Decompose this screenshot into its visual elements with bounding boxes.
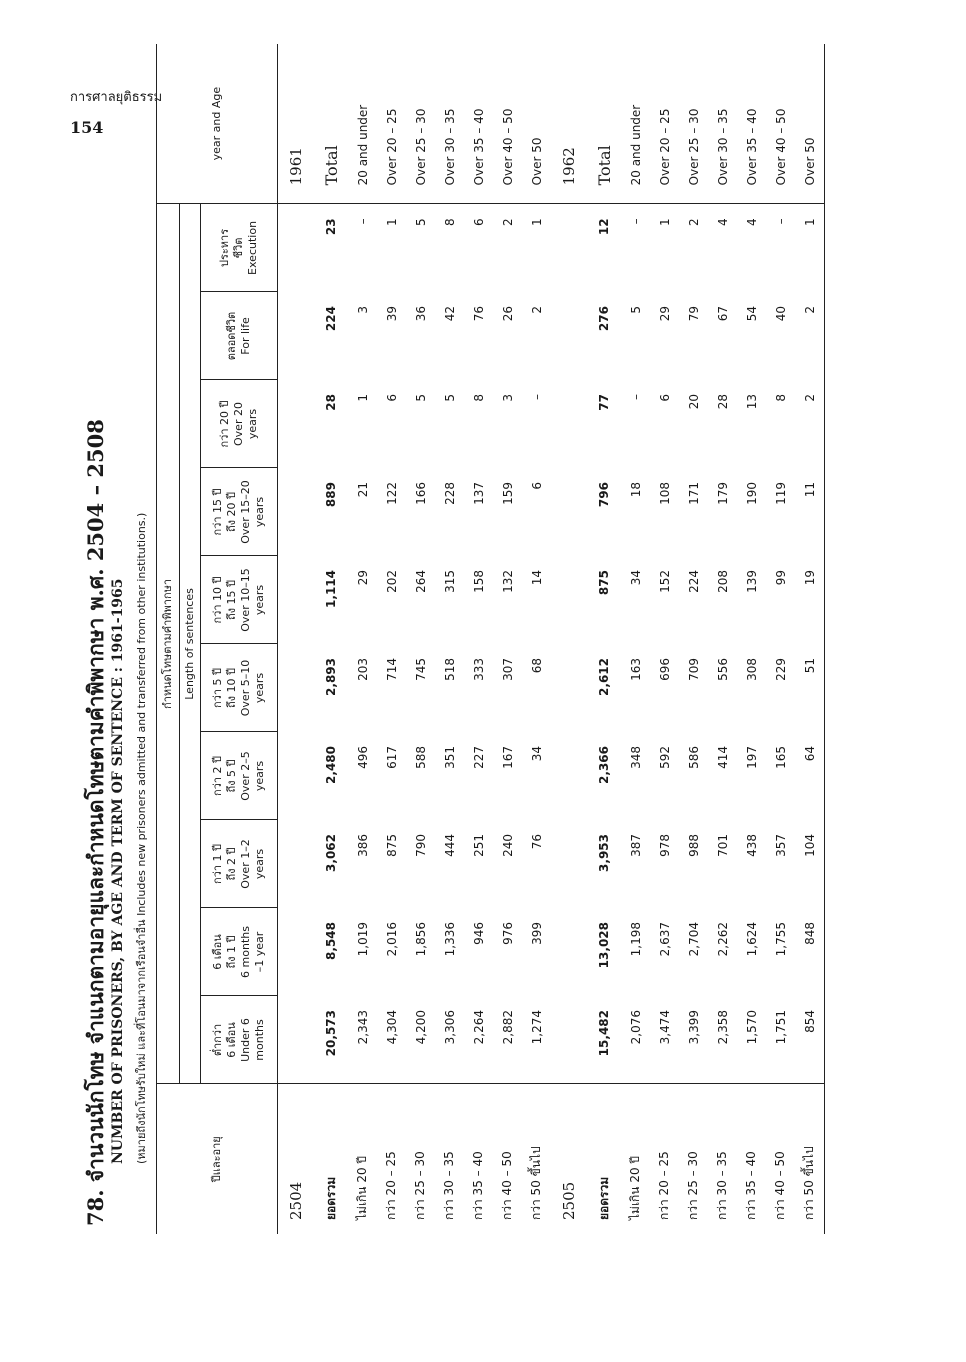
table-cell: 387: [628, 834, 643, 857]
table-cell: 40: [773, 306, 788, 322]
table-row: [795, 44, 825, 1234]
empty-cell: [551, 292, 587, 380]
total-row: [587, 44, 621, 1234]
table-cell: 2: [795, 292, 825, 380]
table-cell: 1,624: [744, 922, 759, 957]
table-cell: 11: [795, 468, 825, 556]
table-cell: –: [628, 394, 643, 400]
table-cell: 2,893: [324, 658, 338, 696]
table-cell: 79: [686, 306, 701, 322]
column-header-thai1: ประหาร: [218, 228, 231, 268]
table-cell: 518: [442, 658, 457, 681]
table-cell: 251: [471, 834, 486, 857]
table-cell: 745: [413, 658, 428, 681]
table-cell: 18: [628, 482, 643, 498]
total-row: [314, 44, 348, 1234]
table-cell: 2,076: [628, 1010, 643, 1045]
column-header-en2: months: [253, 1019, 266, 1061]
table-cell: 158: [471, 570, 486, 593]
table-cell: 3: [355, 306, 370, 314]
row-label-thai: กว่า 50 ขึ้นไป: [795, 1084, 825, 1234]
table-cell: 224: [324, 306, 338, 332]
table-cell: 1: [795, 204, 825, 292]
table-cell: 414: [715, 746, 730, 769]
table-cell: 348: [628, 746, 643, 769]
table-row: [650, 44, 679, 1234]
table-cell: 2,262: [715, 922, 730, 957]
column-header: [201, 380, 278, 468]
table-cell: 104: [795, 820, 825, 908]
table-cell: 2,343: [355, 1010, 370, 1045]
note-en: Includes new prisoners admitted and transferred from other institutions.): [135, 512, 148, 916]
year-label-en: 1962: [551, 44, 587, 204]
table-row: [522, 44, 551, 1234]
table-cell: 119: [773, 482, 788, 505]
table-cell: 2: [686, 218, 701, 227]
table-cell: 68: [529, 658, 544, 674]
column-header-en2: years: [253, 848, 266, 880]
empty-cell: [551, 996, 587, 1084]
empty-cell: [551, 468, 587, 556]
column-header-thai1: กว่า 10 ปี: [211, 576, 224, 624]
empty-cell: [551, 556, 587, 644]
table-cell: 39: [384, 306, 399, 322]
table-cell: –: [529, 394, 544, 400]
row-label-thai: กว่า 25 – 30: [406, 1084, 435, 1234]
column-header-row: [201, 44, 278, 1234]
column-header-thai1: กว่า 20 ปี: [218, 400, 231, 448]
row-label-en: Total: [587, 44, 621, 204]
table-cell: 224: [686, 570, 701, 593]
table-cell: 4: [744, 218, 759, 227]
row-label-thai: กว่า 50 ขึ้นไป: [522, 1084, 551, 1234]
right-header: year and Age: [157, 44, 278, 204]
row-label-thai: กว่า 35 – 40: [737, 1084, 766, 1234]
column-header-thai1: 6 เดือน: [211, 934, 224, 970]
table-cell: 15,482: [597, 1010, 611, 1057]
table-cell: 64: [795, 732, 825, 820]
empty-cell: [551, 820, 587, 908]
row-label-thai: ไม่เกิน 20 ปี: [621, 1084, 650, 1234]
table-cell: 3,306: [442, 1010, 457, 1045]
table-cell: 8: [442, 218, 457, 227]
row-label-en: Over 20 – 25: [650, 44, 679, 204]
table-cell: 2: [500, 218, 515, 227]
table-cell: 315: [442, 570, 457, 593]
table-cell: 1,198: [628, 922, 643, 957]
table-row: [708, 44, 737, 1234]
table-cell: 76: [471, 306, 486, 322]
running-head: การศาลยุติธรรม: [70, 90, 163, 105]
table-cell: 163: [628, 658, 643, 681]
column-header: [201, 556, 278, 644]
table-cell: 696: [657, 658, 672, 681]
empty-cell: [551, 644, 587, 732]
table-row: [406, 44, 435, 1234]
empty-cell: [278, 556, 315, 644]
table-cell: 5: [413, 218, 428, 227]
column-header: [201, 644, 278, 732]
table-cell: 2: [529, 306, 544, 314]
note-thai: (หมายถึงนักโทษรับใหม่ และที่โอนมาจากเรือนจำอื่น: [135, 919, 148, 1164]
table-cell: 264: [413, 570, 428, 593]
table-cell: 3,062: [324, 834, 338, 872]
row-label-thai: กว่า 30 – 35: [435, 1084, 464, 1234]
table-cell: 99: [773, 570, 788, 586]
empty-cell: [278, 468, 315, 556]
row-label-en: Over 40 – 50: [766, 44, 795, 204]
column-header: [201, 292, 278, 380]
table-cell: 1: [529, 218, 544, 227]
table-cell: 8,548: [324, 922, 338, 960]
column-header: [201, 468, 278, 556]
table-cell: 166: [413, 482, 428, 505]
column-header-thai1: กว่า 1 ปี: [211, 844, 224, 884]
table-cell: 179: [715, 482, 730, 505]
column-header-thai2: 6 เดือน: [225, 1022, 238, 1058]
table-cell: 77: [597, 394, 611, 411]
table-cell: 399: [529, 922, 544, 945]
table-cell: 76: [529, 834, 544, 850]
row-label-thai: กว่า 40 – 50: [493, 1084, 522, 1234]
column-header-thai2: ชีวิต: [232, 237, 245, 259]
table-cell: 197: [744, 746, 759, 769]
column-header-en2: years: [253, 496, 266, 528]
table-cell: 203: [355, 658, 370, 681]
table-cell: 208: [715, 570, 730, 593]
table-cell: 14: [529, 570, 544, 586]
table-cell: 132: [500, 570, 515, 593]
prisoners-table: [156, 44, 825, 1234]
table-cell: 333: [471, 658, 486, 681]
table-cell: 2,264: [471, 1010, 486, 1045]
table-cell: 351: [442, 746, 457, 769]
table-cell: 976: [500, 922, 515, 945]
column-header-en1: Over 20: [232, 402, 245, 446]
group-header-en: Length of sentences: [180, 204, 201, 1084]
table-cell: 5: [413, 394, 428, 402]
table-cell: 1,856: [413, 922, 428, 957]
table-row: [464, 44, 493, 1234]
row-label-en: Over 35 – 40: [464, 44, 493, 204]
column-header-en1: Over 10–15: [239, 568, 252, 632]
table-cell: 308: [744, 658, 759, 681]
table-cell: 2,366: [597, 746, 611, 784]
empty-cell: [551, 204, 587, 292]
column-header-en2: –1 year: [253, 931, 266, 973]
row-label-thai: กว่า 30 – 35: [708, 1084, 737, 1234]
column-header-en2: years: [253, 672, 266, 704]
table-cell: 617: [384, 746, 399, 769]
group-header-thai: กำหนดโทษตามคำพิพากษา: [157, 204, 180, 1084]
table-cell: 13: [744, 394, 759, 410]
table-cell: 51: [795, 644, 825, 732]
table-cell: 28: [324, 394, 338, 411]
column-header-en1: For life: [239, 317, 252, 355]
column-header-en1: Over 1–2: [239, 839, 252, 889]
column-header-en1: Over 15–20: [239, 480, 252, 544]
table-cell: 386: [355, 834, 370, 857]
rotated-table-block: [80, 46, 870, 1234]
row-label-thai: กว่า 40 – 50: [766, 1084, 795, 1234]
row-label-en: 20 and under: [348, 44, 377, 204]
table-cell: 3: [500, 394, 515, 402]
table-note: [132, 513, 150, 1164]
table-cell: 23: [324, 218, 338, 236]
table-cell: 122: [384, 482, 399, 505]
table-cell: 2,882: [500, 1010, 515, 1045]
empty-cell: [278, 380, 315, 468]
table-cell: 12: [597, 218, 611, 236]
table-row: [737, 44, 766, 1234]
table-row: [766, 44, 795, 1234]
table-cell: 946: [471, 922, 486, 945]
row-label-en: Over 25 – 30: [679, 44, 708, 204]
table-cell: 165: [773, 746, 788, 769]
table-cell: 54: [744, 306, 759, 322]
table-cell: 36: [413, 306, 428, 322]
table-row: [493, 44, 522, 1234]
empty-cell: [278, 820, 315, 908]
empty-cell: [278, 908, 315, 996]
table-cell: 202: [384, 570, 399, 593]
table-cell: 592: [657, 746, 672, 769]
column-header-en2: years: [253, 584, 266, 616]
table-cell: 20: [686, 394, 701, 410]
column-header-thai2: ถึง 15 ปี: [225, 580, 238, 621]
table-cell: 67: [715, 306, 730, 322]
empty-cell: [551, 380, 587, 468]
table-cell: 6: [384, 394, 399, 402]
table-cell: 556: [715, 658, 730, 681]
table-cell: 438: [744, 834, 759, 857]
row-label-en: Over 50: [795, 44, 825, 204]
table-row: [377, 44, 406, 1234]
table-cell: 8: [773, 394, 788, 402]
table-cell: 586: [686, 746, 701, 769]
table-cell: 3,399: [686, 1010, 701, 1045]
table-body: [278, 44, 825, 1234]
table-cell: 978: [657, 834, 672, 857]
column-header-en1: Over 2–5: [239, 751, 252, 801]
table-header: [157, 44, 278, 1234]
row-label-thai: กว่า 20 – 25: [650, 1084, 679, 1234]
table-cell: 21: [355, 482, 370, 498]
empty-cell: [278, 204, 315, 292]
column-header: [201, 732, 278, 820]
table-row: [679, 44, 708, 1234]
table-cell: 1,019: [355, 922, 370, 957]
table-cell: 26: [500, 306, 515, 322]
table-cell: 444: [442, 834, 457, 857]
table-cell: 42: [442, 306, 457, 322]
column-header-en1: Over 5–10: [239, 659, 252, 717]
row-label-en: Over 20 – 25: [377, 44, 406, 204]
table-cell: 190: [744, 482, 759, 505]
table-cell: 228: [442, 482, 457, 505]
table-cell: 5: [628, 306, 643, 314]
column-header: [201, 908, 278, 996]
table-cell: 5: [442, 394, 457, 402]
table-title: 78. จำนวนนักโทษ จำแนกตามอายุและกำหนดโทษตามคำพิพากษา พ.ศ. 2504 – 2508: [83, 419, 108, 1226]
row-label-en: 20 and under: [621, 44, 650, 204]
table-cell: 1,114: [324, 570, 338, 608]
table-cell: 29: [657, 306, 672, 322]
page-number: 154: [70, 118, 104, 137]
left-header: ปีและอายุ: [157, 1084, 278, 1234]
table-cell: 227: [471, 746, 486, 769]
table-cell: 988: [686, 834, 701, 857]
table-cell: 3,474: [657, 1010, 672, 1045]
table-cell: 8: [471, 394, 486, 402]
table-cell: 848: [795, 908, 825, 996]
column-header-thai1: กว่า 2 ปี: [211, 756, 224, 796]
column-header-en2: years: [246, 408, 259, 440]
column-header-thai1: ต่ำกว่า: [211, 1023, 224, 1057]
table-cell: 2,358: [715, 1010, 730, 1045]
empty-cell: [278, 996, 315, 1084]
table-cell: 1,751: [773, 1010, 788, 1045]
row-label-thai: กว่า 35 – 40: [464, 1084, 493, 1234]
table-cell: 875: [384, 834, 399, 857]
table-cell: 875: [597, 570, 611, 596]
row-label-thai: ไม่เกิน 20 ปี: [348, 1084, 377, 1234]
table-cell: 889: [324, 482, 338, 508]
row-label-en: Over 50: [522, 44, 551, 204]
table-cell: 34: [628, 570, 643, 586]
table-cell: 1,755: [773, 922, 788, 957]
table-cell: 1,570: [744, 1010, 759, 1045]
empty-cell: [551, 908, 587, 996]
empty-cell: [278, 292, 315, 380]
table-cell: 137: [471, 482, 486, 505]
table-cell: 4: [715, 218, 730, 227]
column-header-thai1: ตลอดชีวิต: [225, 311, 238, 361]
table-cell: 167: [500, 746, 515, 769]
column-header: [201, 820, 278, 908]
column-header-thai2: ถึง 2 ปี: [225, 847, 238, 881]
column-header-en1: Execution: [246, 220, 259, 275]
row-label-thai: กว่า 20 – 25: [377, 1084, 406, 1234]
table-cell: 709: [686, 658, 701, 681]
empty-cell: [551, 732, 587, 820]
row-label-en: Over 30 – 35: [435, 44, 464, 204]
table-cell: 240: [500, 834, 515, 857]
table-cell: 1: [384, 218, 399, 227]
column-header-thai2: ถึง 20 ปี: [225, 492, 238, 533]
row-label-thai: กว่า 25 – 30: [679, 1084, 708, 1234]
row-label-en: Over 30 – 35: [708, 44, 737, 204]
table-cell: 714: [384, 658, 399, 681]
table-cell: –: [773, 218, 788, 225]
table-cell: 854: [795, 996, 825, 1084]
table-cell: 496: [355, 746, 370, 769]
year-row: [278, 44, 315, 1234]
table-cell: 2,637: [657, 922, 672, 957]
table-cell: 34: [529, 746, 544, 762]
table-cell: 29: [355, 570, 370, 586]
table-cell: 139: [744, 570, 759, 593]
table-cell: 790: [413, 834, 428, 857]
column-header-en2: years: [253, 760, 266, 792]
table-cell: 20,573: [324, 1010, 338, 1057]
table-subtitle: NUMBER OF PRISONERS, BY AGE AND TERM OF SENTENCE : 1961-1965: [110, 578, 126, 1164]
table-row: [435, 44, 464, 1234]
table-cell: 13,028: [597, 922, 611, 969]
table-cell: 19: [795, 556, 825, 644]
table-cell: 1: [657, 218, 672, 227]
table-cell: –: [355, 218, 370, 225]
table-cell: 6: [471, 218, 486, 227]
table-cell: –: [628, 218, 643, 225]
table-cell: 2,612: [597, 658, 611, 696]
year-label-thai: 2505: [551, 1084, 587, 1234]
table-cell: 171: [686, 482, 701, 505]
table-cell: 108: [657, 482, 672, 505]
row-label-en: Total: [314, 44, 348, 204]
year-label-en: 1961: [278, 44, 315, 204]
table-cell: 1,336: [442, 922, 457, 957]
table-cell: 152: [657, 570, 672, 593]
column-header-en1: 6 months: [239, 926, 252, 978]
table-cell: 588: [413, 746, 428, 769]
row-label-en: Over 25 – 30: [406, 44, 435, 204]
table-cell: 6: [529, 482, 544, 490]
table-cell: 796: [597, 482, 611, 508]
table-cell: 6: [657, 394, 672, 402]
column-header-thai2: ถึง 1 ปี: [225, 935, 238, 969]
table-cell: 701: [715, 834, 730, 857]
column-header-thai2: ถึง 10 ปี: [225, 668, 238, 709]
table-cell: 1: [355, 394, 370, 402]
table-cell: 4,200: [413, 1010, 428, 1045]
table-cell: 3,953: [597, 834, 611, 872]
table-row: [348, 44, 377, 1234]
table-cell: 2,480: [324, 746, 338, 784]
column-header-en1: Under 6: [239, 1018, 252, 1062]
table-cell: 307: [500, 658, 515, 681]
column-header: [201, 204, 278, 292]
table-cell: 1,274: [529, 1010, 544, 1045]
column-header: [201, 996, 278, 1084]
column-header-thai1: กว่า 5 ปี: [211, 668, 224, 708]
table-cell: 2,016: [384, 922, 399, 957]
row-label-thai: ยอดรวม: [587, 1084, 621, 1234]
table-cell: 357: [773, 834, 788, 857]
column-header-thai1: กว่า 15 ปี: [211, 488, 224, 536]
column-header-thai2: ถึง 5 ปี: [225, 759, 238, 793]
row-label-en: Over 35 – 40: [737, 44, 766, 204]
empty-cell: [278, 732, 315, 820]
table-cell: 2,704: [686, 922, 701, 957]
row-label-thai: ยอดรวม: [314, 1084, 348, 1234]
empty-cell: [278, 644, 315, 732]
table-row: [621, 44, 650, 1234]
table-cell: 28: [715, 394, 730, 410]
year-row: [551, 44, 587, 1234]
row-label-en: Over 40 – 50: [493, 44, 522, 204]
table-cell: 159: [500, 482, 515, 505]
table-cell: 2: [795, 380, 825, 468]
table-cell: 4,304: [384, 1010, 399, 1045]
table-cell: 276: [597, 306, 611, 332]
table-cell: 229: [773, 658, 788, 681]
year-label-thai: 2504: [278, 1084, 315, 1234]
